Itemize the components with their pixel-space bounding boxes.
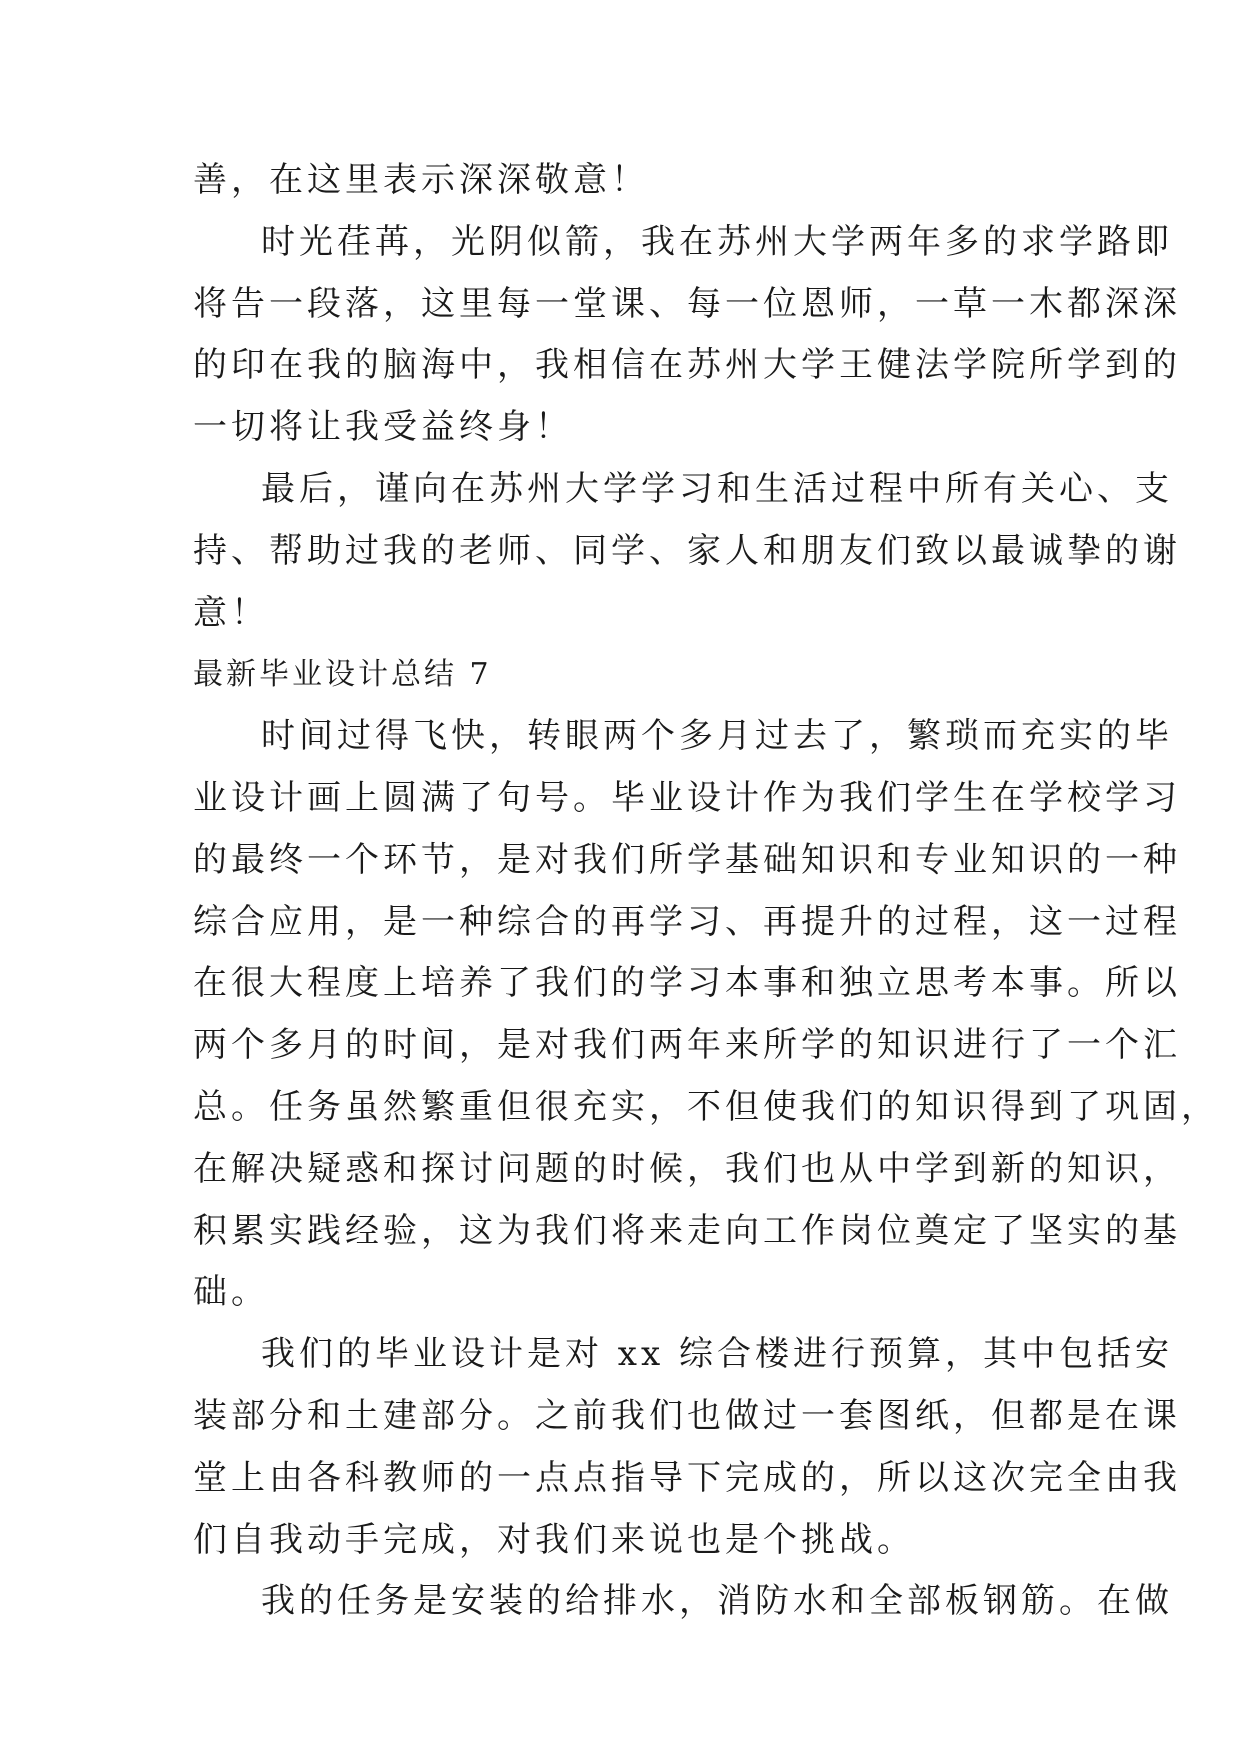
text-line: 总。任务虽然繁重但很充实，不但使我们的知识得到了巩固， xyxy=(193,1086,1219,1127)
text-line: 善，在这里表示深深敬意！ xyxy=(193,160,649,200)
text-line: 在很大程度上培养了我们的学习本事和独立思考本事。所以 xyxy=(193,963,1181,1004)
text-line: 持、帮助过我的老师、同学、家人和朋友们致以最诚挚的谢 xyxy=(193,530,1181,571)
text-line: 我们的毕业设计是对 xx 综合楼进行预算，其中包括安 xyxy=(261,1334,1173,1375)
section-heading: 最新毕业设计总结 7 xyxy=(193,657,492,693)
text-line: 两个多月的时间，是对我们两年来所学的知识进行了一个汇 xyxy=(193,1025,1181,1066)
document-page xyxy=(193,150,1219,1633)
text-line: 业设计画上圆满了句号。毕业设计作为我们学生在学校学习 xyxy=(193,777,1181,818)
text-line: 在解决疑惑和探讨问题的时候，我们也从中学到新的知识， xyxy=(193,1148,1181,1189)
text-line: 的印在我的脑海中，我相信在苏州大学王健法学院所学到的 xyxy=(193,345,1181,386)
text-line: 最后，谨向在苏州大学学习和生活过程中所有关心、支 xyxy=(261,468,1173,509)
text-line: 时光荏苒，光阴似箭，我在苏州大学两年多的求学路即 xyxy=(261,221,1173,262)
text-line: 础。 xyxy=(193,1272,269,1313)
text-line: 我的任务是安装的给排水，消防水和全部板钢筋。在做 xyxy=(261,1581,1173,1622)
text-line: 们自我动手完成，对我们来说也是个挑战。 xyxy=(193,1519,915,1560)
text-line: 的最终一个环节，是对我们所学基础知识和专业知识的一种 xyxy=(193,839,1181,880)
text-line: 一切将让我受益终身！ xyxy=(193,407,573,448)
text-line: 将告一段落，这里每一堂课、每一位恩师，一草一木都深深 xyxy=(193,283,1181,324)
text-line: 积累实践经验，这为我们将来走向工作岗位奠定了坚实的基 xyxy=(193,1210,1181,1251)
text-line: 综合应用，是一种综合的再学习、再提升的过程，这一过程 xyxy=(193,901,1181,942)
text-line: 意！ xyxy=(193,592,269,633)
text-line: 时间过得飞快，转眼两个多月过去了，繁琐而充实的毕 xyxy=(261,716,1173,757)
text-line: 堂上由各科教师的一点点指导下完成的，所以这次完全由我 xyxy=(193,1457,1181,1498)
text-line: 装部分和土建部分。之前我们也做过一套图纸，但都是在课 xyxy=(193,1395,1181,1436)
